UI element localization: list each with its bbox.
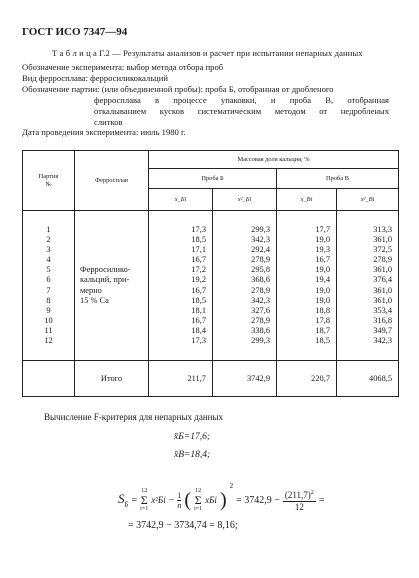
xv-cell: 19,4 — [315, 275, 330, 285]
header-mass-fraction: Массовая доля кальция, % — [149, 151, 399, 169]
alloy-cell — [75, 211, 149, 361]
mean-b: x̄Б=17,6; — [174, 432, 211, 442]
xv-cell: 19,0 — [315, 265, 330, 275]
header-alloy: Ферросплав — [75, 151, 149, 211]
n-cell: 12 — [44, 335, 53, 345]
header-xv-squared: x²_Вi — [337, 189, 399, 211]
n-cell: 2 — [46, 235, 51, 245]
xb-squared-column — [213, 211, 277, 361]
xb-cell: 18,4 — [191, 325, 206, 335]
alloy-text-line: кальций, при- — [80, 275, 130, 285]
experiment-line: Обозначение эксперимента: выбор метода отбора проб — [22, 62, 224, 72]
xb-cell: 16,7 — [191, 285, 206, 295]
xb-cell: 17,3 — [191, 335, 206, 345]
total-xv-squared: 4068,5 — [337, 361, 399, 397]
page-header: ГОСТ ИСО 7347—94 — [22, 26, 128, 38]
xb2-cell: 292,4 — [251, 245, 270, 255]
batch-line-1: Обозначение партии: (или объединенной пробы): проба Б, отобранная от дробленого — [22, 84, 334, 94]
date-line: Дата проведения эксперимента: июль 1980 г. — [22, 127, 186, 137]
header-xb: x_Бi — [149, 189, 213, 211]
xb-cell: 17,1 — [191, 245, 206, 255]
variance-result: = 3742,9 − 3734,74 = 8,16; — [128, 520, 238, 531]
xb-cell: 19,2 — [191, 275, 206, 285]
xv-cell: 16,7 — [315, 255, 330, 265]
xv-cell: 19,0 — [315, 235, 330, 245]
xb2-cell: 342,3 — [251, 295, 270, 305]
xb2-cell: 295,8 — [251, 265, 270, 275]
header-sample-v: Проба В — [277, 169, 399, 189]
xv-cell: 19,0 — [315, 295, 330, 305]
mean-v: x̄В=18,4; — [174, 450, 211, 460]
xv2-cell: 361,0 — [373, 235, 393, 245]
alloy-text-line: 15 % Са — [80, 295, 109, 305]
xv2-cell: 316,8 — [373, 315, 393, 325]
total-xb-squared: 3742,9 — [213, 361, 277, 397]
xb-cell: 18,1 — [191, 305, 206, 315]
xv-cell: 18,7 — [315, 325, 330, 335]
header-batch: Партия № — [23, 151, 75, 211]
xv2-cell: 278,9 — [373, 255, 393, 265]
n-cell: 9 — [46, 305, 51, 315]
alloy-line: Вид ферросплава: ферросиликокальций — [22, 73, 168, 83]
xb2-cell: 368,6 — [251, 275, 270, 285]
xv2-cell: 372,5 — [373, 245, 393, 255]
variance-formula: $S_Б$ = 12 Σ i=1 x²Бi − $\frac{1}{n}$ ( 12 Σ i=1 xБi ) $^2$ = 3742,9 − $\frac{(211,7)^2}{12}$ = — [118, 482, 325, 512]
xb-cell: 17,3 — [191, 224, 206, 234]
xv2-cell: 376,4 — [373, 275, 393, 285]
total-xb: 211,7 — [149, 361, 213, 397]
xv2-cell: 313,3 — [373, 224, 393, 234]
xv2-cell: 353,4 — [373, 305, 393, 315]
xv-column — [277, 211, 337, 361]
xv2-cell: 342,3 — [373, 335, 393, 345]
xb2-cell: 338,6 — [251, 325, 270, 335]
batch-number-column — [23, 211, 75, 361]
xb-cell: 18,5 — [191, 295, 206, 305]
n-cell: 1 — [46, 224, 51, 234]
xb2-cell: 299,3 — [251, 335, 270, 345]
xb2-cell: 278,9 — [251, 285, 270, 295]
xv-cell: 18,8 — [315, 305, 330, 315]
batch-line-4: слитков — [94, 117, 123, 127]
xv-cell: 19,0 — [315, 285, 330, 295]
xv2-cell: 349,7 — [373, 325, 393, 335]
xb-cell: 16,7 — [191, 315, 206, 325]
header-xb-squared: x²_Бi — [213, 189, 277, 211]
n-cell: 4 — [46, 255, 51, 265]
xb2-cell: 299,3 — [251, 224, 270, 234]
calc-heading: Вычисление F-критерия для непарных данных — [44, 412, 224, 422]
xb2-cell: 278,9 — [251, 255, 270, 265]
alloy-text-line: Ферросилико- — [80, 265, 131, 275]
xv-squared-column — [337, 211, 399, 361]
xb2-cell: 278,9 — [251, 315, 270, 325]
xb-cell: 16,7 — [191, 255, 206, 265]
header-sample-b: Проба Б — [149, 169, 277, 189]
results-table — [22, 150, 399, 397]
xv2-cell: 361,0 — [373, 285, 393, 295]
n-cell: 5 — [46, 265, 51, 275]
batch-line-2: ферросплава в процессе упаковки, и проба В, отобранная — [94, 95, 389, 105]
xv-cell: 19,3 — [315, 245, 330, 255]
xb-column — [149, 211, 213, 361]
n-cell: 7 — [46, 285, 51, 295]
xb-cell: 17,2 — [191, 265, 206, 275]
xv2-cell: 361,0 — [373, 295, 393, 305]
xb2-cell: 342,3 — [251, 235, 270, 245]
xb2-cell: 327,6 — [251, 305, 270, 315]
header-xv: x_Вi — [277, 189, 337, 211]
n-cell: 10 — [44, 315, 53, 325]
total-row — [23, 361, 399, 397]
batch-line-3: откалыванием кусков систематическим методом от недробленых — [94, 106, 389, 116]
xv-cell: 18,5 — [315, 335, 330, 345]
xv-cell: 17,8 — [315, 315, 330, 325]
n-cell: 11 — [44, 325, 53, 335]
n-cell: 6 — [46, 275, 51, 285]
xv2-cell: 361,0 — [373, 265, 393, 275]
total-label: Итого — [75, 361, 149, 397]
table-caption: Т а б л и ц а Г.2 — Результаты анализов и расчет при испытании непарных данных — [52, 48, 363, 58]
n-cell: 8 — [46, 295, 51, 305]
total-xv: 220,7 — [277, 361, 337, 397]
xb-cell: 18,5 — [191, 235, 206, 245]
xv-cell: 17,7 — [315, 224, 330, 234]
n-cell: 3 — [46, 245, 51, 255]
alloy-text-line: мерно — [80, 285, 102, 295]
